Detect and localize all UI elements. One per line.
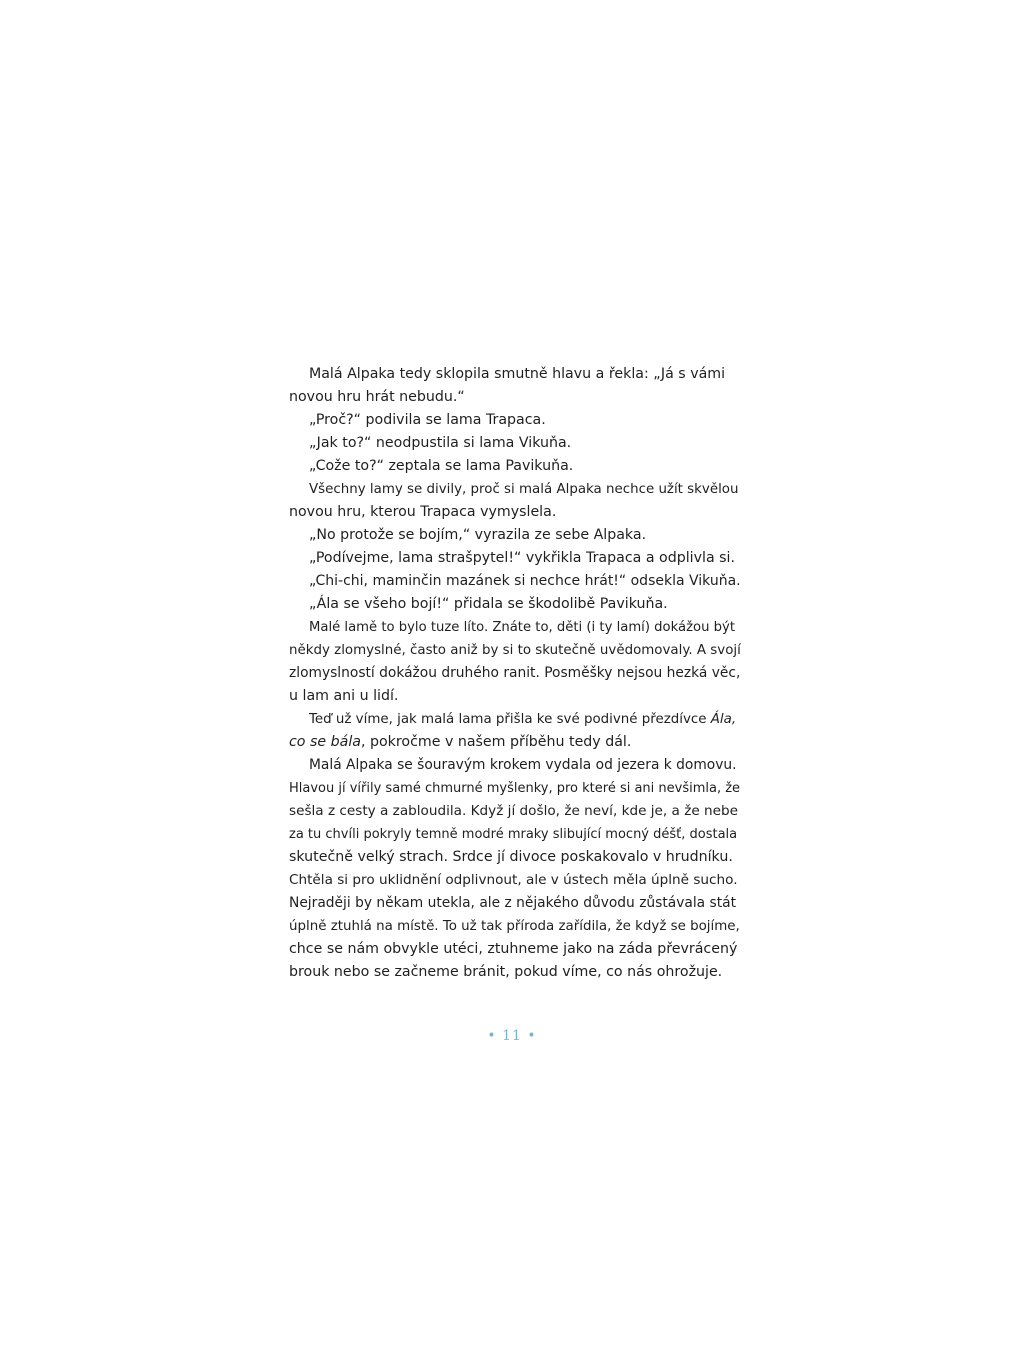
text-line: úplně ztuhlá na místě. To už tak příroda zařídila, že když se bojíme,: [289, 919, 740, 934]
italic-nickname: co se bála: [289, 734, 361, 750]
text-line: „Jak to?“ neodpustila si lama Vikuňa.: [309, 435, 572, 451]
text-line: [289, 708, 741, 731]
paragraph: [289, 708, 741, 754]
paragraph: [289, 363, 741, 409]
text-line: brouk nebo se začneme bránit, pokud víme, co nás ohrožuje.: [289, 964, 723, 980]
text-line: „Proč?“ podivila se lama Trapaca.: [309, 412, 546, 428]
paragraph: [289, 478, 741, 524]
page-number: • 11 •: [487, 1028, 537, 1044]
paragraph: [289, 570, 741, 593]
text-line: novou hru, kterou Trapaca vymyslela.: [289, 504, 557, 520]
text-line: Malé lamě to bylo tuze líto. Znáte to, děti (i ty lamí) dokážou být: [309, 620, 735, 635]
body-text: [289, 363, 741, 984]
text-line: „No protože se bojím,“ vyrazila ze sebe Alpaka.: [309, 527, 647, 543]
text-line: Malá Alpaka tedy sklopila smutně hlavu a řekla: „Já s vámi: [309, 366, 726, 382]
text-line: Hlavou jí vířily samé chmurné myšlenky, pro které si ani nevšimla, že: [289, 781, 741, 796]
text-line: „Ála se všeho bojí!“ přidala se škodolibě Pavikuňa.: [309, 596, 668, 612]
paragraph: [289, 616, 741, 708]
paragraph: [289, 593, 741, 616]
italic-nickname: Ála,: [710, 712, 737, 727]
text-line: Všechny lamy se divily, proč si malá Alpaka nechce užít skvělou: [309, 482, 739, 497]
text-line: „Podívejme, lama strašpytel!“ vykřikla Trapaca a odplivla si.: [309, 550, 735, 566]
text-line: zlomyslností dokážou druhého ranit. Posměšky nejsou hezká věc,: [289, 665, 741, 681]
text-line: Malá Alpaka se šouravým krokem vydala od jezera k domovu.: [309, 757, 737, 773]
text-line: sešla z cesty a zabloudila. Když jí došlo, že neví, kde je, a že nebe: [289, 803, 738, 819]
text-run: , pokročme v našem příběhu tedy dál.: [360, 734, 632, 750]
paragraph: [289, 754, 741, 984]
text-line: novou hru hrát nebudu.“: [289, 389, 465, 405]
text-line: skutečně velký strach. Srdce jí divoce poskakovalo v hrudníku.: [289, 849, 733, 865]
text-line: Nejraději by někam utekla, ale z nějakého důvodu zůstávala stát: [289, 895, 736, 911]
text-line: za tu chvíli pokryly temně modré mraky slibující mocný déšť, dostala: [289, 827, 738, 842]
text-line: u lam ani u lidí.: [289, 688, 399, 704]
text-line: [289, 731, 741, 754]
text-line: někdy zlomyslné, často aniž by si to skutečně uvědomovaly. A svojí: [289, 643, 741, 658]
text-run: Teď už víme, jak malá lama přišla ke své podivné přezdívce: [309, 712, 711, 727]
text-line: „Cože to?“ zeptala se lama Pavikuňa.: [309, 458, 574, 474]
text-line: Chtěla si pro uklidnění odplivnout, ale v ústech měla úplně sucho.: [289, 872, 738, 888]
paragraph: [289, 409, 741, 432]
paragraph: [289, 524, 741, 547]
text-line: „Chi-chi, maminčin mazánek si nechce hrát!“ odsekla Vikuňa.: [309, 573, 741, 589]
paragraph: [289, 455, 741, 478]
paragraph: [289, 547, 741, 570]
text-line: chce se nám obvykle utéci, ztuhneme jako na záda převrácený: [289, 941, 738, 957]
paragraph: [289, 432, 741, 455]
